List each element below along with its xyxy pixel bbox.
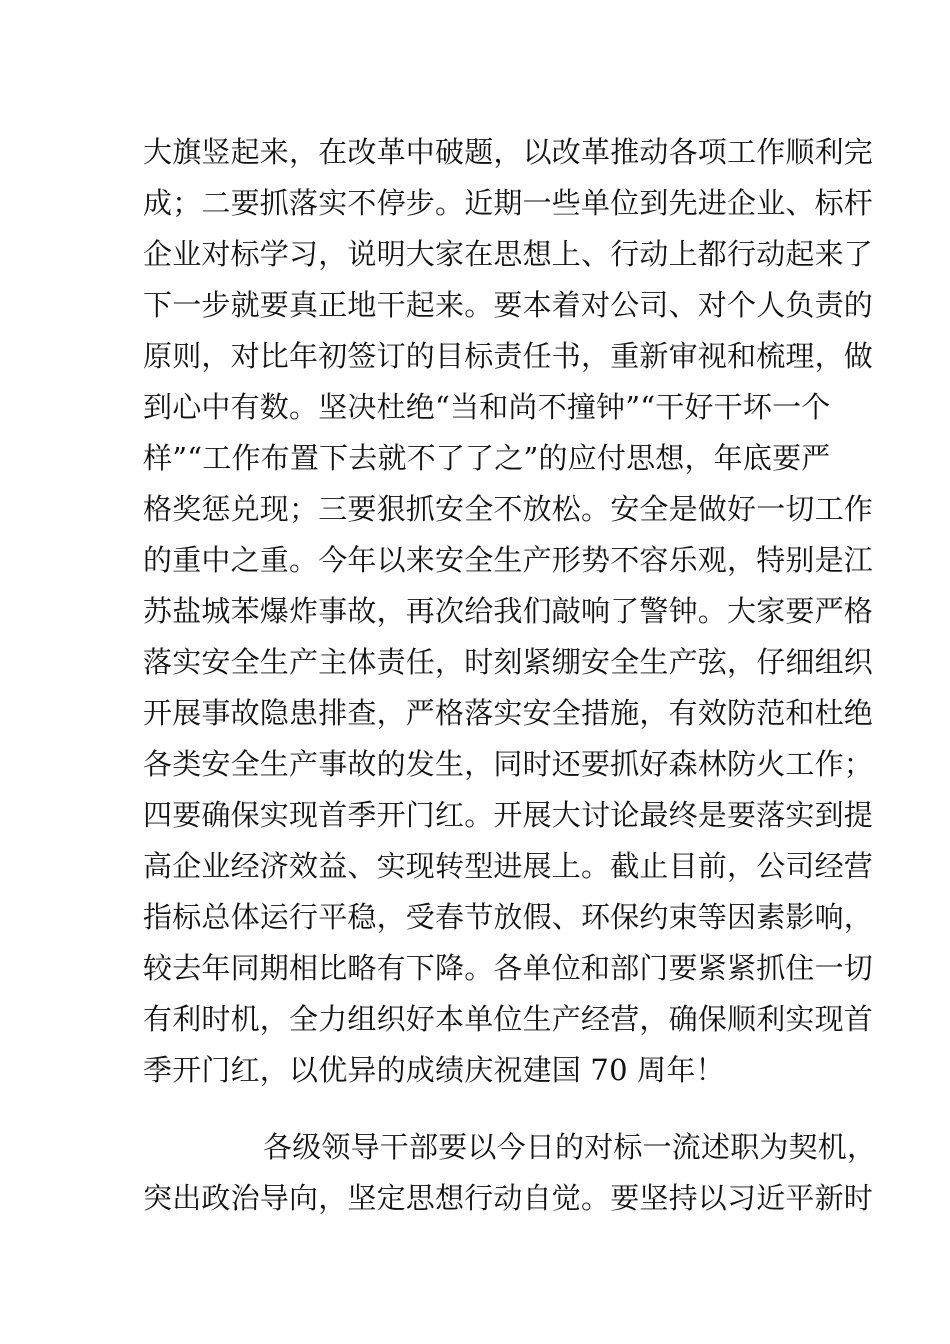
text-line: 有利时机，全力组织好本单位生产经营，确保顺利实现首 bbox=[143, 1002, 874, 1036]
text-line: 样”“工作布置下去就不了了之”的应付思想，年底要严 bbox=[143, 441, 831, 475]
text-line: 突出政治导向，坚定思想行动自觉。要坚持以习近平新时 bbox=[143, 1181, 874, 1215]
text-line: 原则，对比年初签订的目标责任书，重新审视和梳理，做 bbox=[143, 339, 874, 373]
text-line: 的重中之重。今年以来安全生产形势不容乐观，特别是江 bbox=[143, 543, 874, 577]
text-line: 各级领导干部要以今日的对标一流述职为契机， bbox=[263, 1130, 877, 1164]
text-line: 大旗竖起来，在改革中破题，以改革推动各项工作顺利完 bbox=[143, 135, 874, 169]
text-line: 成；二要抓落实不停步。近期一些单位到先进企业、标杆 bbox=[143, 186, 874, 220]
text-line: 四要确保实现首季开门红。开展大讨论最终是要落实到提 bbox=[143, 798, 874, 832]
text-line: 格奖惩兑现；三要狠抓安全不放松。安全是做好一切工作 bbox=[143, 492, 874, 526]
text-line: 开展事故隐患排查，严格落实安全措施，有效防范和杜绝 bbox=[143, 696, 874, 730]
text-line: 下一步就要真正地干起来。要本着对公司、对个人负责的 bbox=[143, 288, 874, 322]
text-line: 各类安全生产事故的发生，同时还要抓好森林防火工作； bbox=[143, 747, 874, 781]
text-line: 指标总体运行平稳，受春节放假、环保约束等因素影响， bbox=[143, 900, 874, 934]
text-line: 较去年同期相比略有下降。各单位和部门要紧紧抓住一切 bbox=[143, 951, 874, 985]
text-line: 到心中有数。坚决杜绝“当和尚不撞钟”“干好干坏一个 bbox=[143, 390, 831, 424]
text-line: 季开门红，以优异的成绩庆祝建国 70 周年！ bbox=[143, 1053, 725, 1087]
text-line: 企业对标学习，说明大家在思想上、行动上都行动起来了 bbox=[143, 237, 874, 271]
text-line: 苏盐城苯爆炸事故，再次给我们敲响了警钟。大家要严格 bbox=[143, 594, 874, 628]
text-line: 高企业经济效益、实现转型进展上。截止目前，公司经营 bbox=[143, 849, 874, 883]
text-line: 落实安全生产主体责任，时刻紧绷安全生产弦，仔细组织 bbox=[143, 645, 874, 679]
